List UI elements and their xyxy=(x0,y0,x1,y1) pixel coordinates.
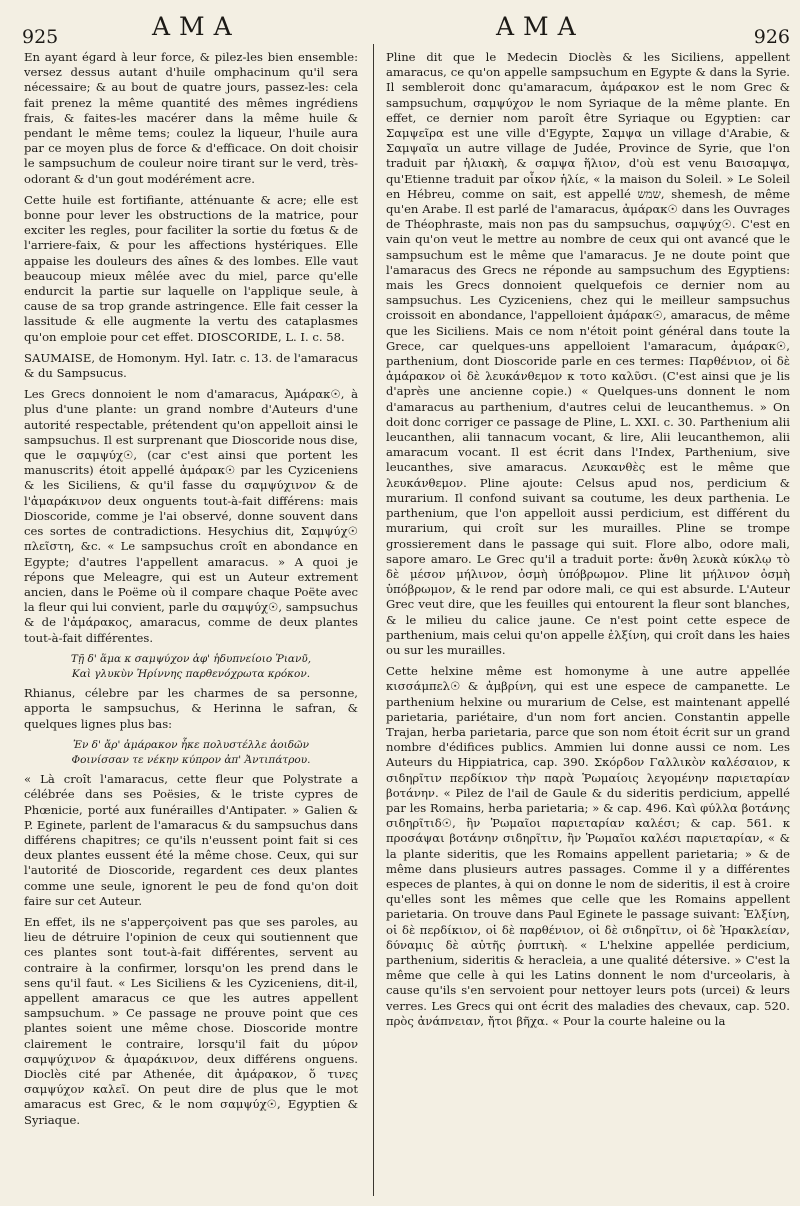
left-column xyxy=(24,50,358,1198)
greek-verse-quote xyxy=(24,652,358,682)
right-column xyxy=(386,50,790,1198)
paragraph: En effet, ils ne s'apperçoivent pas que ses paroles, au lieu de détruire l'opinion de ceux qui soutiennent que ces plantes sont tout-à-fait différentes, servent au contraire à la confirmer, lorsqu'on les prend dans le sens qu'il faut. « Les Siciliens & les Cyziceniens, dit-il, appellent amaracus ce que les autres appellent sampsuchum. » Ce passage ne prouve point que ces plantes soient une même chose. Dioscoride montre clairement le contraire, lorsqu'il fait du μύρον σαμψύχινον & ἀμαράκινον, deux différens onguens. Dioclès cité par Athenée, dit ἀμάρακον, ὅ τινες σαμψύχον καλεῖ. On peut dire de plus que le mot amaracus est Grec, & le nom σαμψύχ☉, Egyptien & Syriaque. xyxy=(24,914,358,1127)
paragraph: Pline dit que le Medecin Dioclès & les Siciliens, appellent amaracus, ce qu'on appelle sampsuchum en Egypte & dans la Syrie. Il sembleroit donc qu'amaracum, ἀμάρακον est le nom Grec & sampsuchum, σαμψύχον le nom Syriaque de la même plante. En effet, ce dernier nom paroît être Syriaque ou Egyptien: car Σαμψεῖρα est une ville d'Egypte, Σαμψα un village d'Arabie, & Σαμψαῖα un autre village de Judée, Province de Syrie, que l'on traduit par ἡλιακὴ, & σαμψα ἥλιον, d'où est venu Βαισαμψα, qu'Etienne traduit par οἶκον ἡλίε, « la maison du Soleil. » Le Soleil en Hébreu, comme on sait, est appellé שמש, shemesh, de même qu'en Arabe. Il est parlé de l'amaracus, ἀμάρακ☉ dans les Ouvrages de Théophraste, mais non pas du sampsuchus, σαμψύχ☉. C'est en vain qu'on veut le mettre au nombre de ceux qui ont avancé que le sampsuchum est le même que l'amaracus. Je ne doute point que l'amaracus des Grecs ne réponde au sampsuchum des Egyptiens: mais les Grecs donnoient quelquefois ce dernier nom au sampsuchus. Les Cyziceniens, chez qui le meilleur sampsuchus croissoit en abondance, l'appelloient ἀμάρακ☉, amaracus, de même que les Siciliens. Mais ce nom n'étoit point général dans toute la Grece, car quelques-uns appelloient l'amaracum, ἀμάρακ☉, parthenium, dont Dioscoride parle en ces termes: Παρθένιον, οἱ δὲ ἀμάρακον οἱ δὲ λευκάνθεμον κ τοτο καλῦσι. (C'est ainsi que je lis d'après une ancienne copie.) « Quelques-uns donnent le nom d'amaracus au parthenium, d'autres celui de leucanthemus. » On doit donc corriger ce passage de Pline, L. XXI. c. 30. Parthenium alii leucanthen, alii tannacum vocant, & lire, Alii leucanthemon, alii amaracum vocant. Il est écrit dans l'Index, Parthenium, sive leucanthes, sive amaracus. Λευκανθὲς est le même que λευκάνθεμον. Pline ajoute: Celsus apud nos, perdicium & murarium. Il confond suivant sa coutume, les deux parthenia. Le parthenium, que l'on appelloit aussi perdicium, est différent du murarium, qui croît sur les murailles. Pline se trompe grossierement dans le passage qui suit. Flore albo, odore mali, sapore amaro. Le Grec qu'il a traduit porte: ἄνθη λευκὰ κύκλῳ τὸ δὲ μέσον μήλινον, ὀσμὴ ὑπόβρωμον. Pline lit μήλινον ὀσμὴ ὑπόβρωμον, & le rend par odore mali, ce qui est absurde. L'Auteur Grec veut dire, que les feuilles qui entourent la fleur sont blanches, & le milieu du calice jaune. Ce n'est point cette espece de parthenium, mais celui qu'on appelle ἐλξίνη, qui croît dans les haies ou sur les murailles. xyxy=(386,50,790,657)
verse-line: Καὶ γλυκὺν Ἠρίννης παρθενόχρωτα κρόκον. xyxy=(71,667,311,680)
paragraph: Les Grecs donnoient le nom d'amaracus, Ἀμάρακ☉, à plus d'une plante: un grand nombre d'Auteurs d'une autorité respectable, prétendent qu'on appelloit ainsi le sampsuchus. Il est surprenant que Dioscoride nous dise, que le σαμψύχ☉, (car c'est ainsi que portent les manuscrits) étoit appellé ἀμάρακ☉ par les Cyziceniens & les Siciliens, & qu'il fasse du σαμψύχινον & de l'ἀμαράκινον deux onguents tout-à-fait différens: mais Dioscoride, comme je l'ai observé, donne souvent dans ces sortes de contradictions. Hesychius dit, Σαμψύχ☉ πλεῖστη, &c. « Le sampsuchus croît en abondance en Egypte; d'autres l'appellent amaracus. » A quoi je répons que Meleagre, qui est un Auteur extrement ancien, dans le Poëme où il compare chaque Poëte avec la fleur qui lui convient, parle du σαμψύχ☉, sampsuchus & de l'ἀμάρακος, amaracus, comme de deux plantes tout-à-fait différentes. xyxy=(24,387,358,645)
page-number-right: 926 xyxy=(753,26,790,48)
paragraph: En ayant égard à leur force, & pilez-les bien ensemble: versez dessus autant d'huile omphacinum qu'il sera nécessaire; & au bout de quatre jours, passez-les: cela fait prenez la même quantité des mêmes ingrédiens frais, & faites-les macérer dans la même huile & pendant le même tems; coulez la liqueur, l'huile aura par ce moyen plus de force & d'efficace. On doit choisir le sampsuchum de couleur noire tirant sur le verd, très-odorant & d'un gout modérément acre. xyxy=(24,50,358,186)
paragraph: Cette helxine même est homonyme à une autre appellée κισσάμπελ☉ & ἀμβρίνη, qui est une espece de campanette. Le parthenium helxine ou murarium de Celse, est maintenant appellé parietaria, pariétaire, d'un nom fort ancien. Constantin appelle Trajan, herba parietaria, parce que son nom étoit écrit sur un grand nombre d'édifices publics. Ammien lui donne aussi ce nom. Les Auteurs du Hippiatrica, cap. 390. Σκόρδον Γαλλικὸν καλέσαιον, κ σιδηρῖτιν περδίκιον τὴν παρὰ Ῥωμαίοις λεγομένην παριεταρίαν βοτάνην. « Pilez de l'ail de Gaule & du sideritis perdicium, appellé par les Romains, herba parietaria; » & cap. 496. Καὶ φύλλα βοτάνης σιδηρῖτιδ☉, ἣν Ῥωμαῖοι παριεταρίαν καλέσι; & cap. 561. κ προσάψαι βοτάνην σιδηρῖτιν, ἣν Ῥωμαῖοι καλέσι παριεταρίαν, « & la plante sideritis, que les Romains appellent parietaria; » & de même dans plusieurs autres passages. Comme il y a différentes especes de plantes, à qui on donne le nom de sideritis, il est à croire qu'elles sont les mêmes que celle que les Romains appellent parietaria. On trouve dans Paul Eginete le passage suivant: Ἐλξίνη, οἱ δὲ περδίκιον, οἱ δὲ παρθένιον, οἱ δὲ σιδηρῖτιν, οἱ δὲ Ἡρακλείαν, δύναμις δὲ αὐτῆς ῥυπτικὴ. « L'helxine appellée perdicium, parthenium, sideritis & heracleia, a une qualité détersive. » C'est la même que celle à qui les Latins donnent le nom d'urceolaris, à cause qu'ils s'en servoient pour nettoyer leurs pots (urcei) & leurs verres. Les Grecs qui ont écrit des maladies des chevaux, cap. 520. πρὸς ἀνάπνειαν, ἤτοι βῆχα. « Pour la courte haleine ou la xyxy=(386,664,790,1028)
running-head-left: AMA xyxy=(152,12,241,41)
paragraph: Cette huile est fortifiante, atténuante & acre; elle est bonne pour lever les obstructions de la matrice, pour exciter les regles, pour faciliter la sortie du fœtus & de l'arriere-faix, & pour les affections hystériques. Elle appaise les douleurs des aînes & des lombes. Elle vaut beaucoup mieux mêlée avec du miel, parce qu'elle endurcit la partie sur laquelle on l'applique seule, à cause de sa trop grande astringence. Elle fait cesser la lassitude & elle augmente la vertu des cataplasmes qu'on emploie pour cet effet. DIOSCORIDE, L. I. c. 58. xyxy=(24,192,358,344)
paragraph: Rhianus, célebre par les charmes de sa personne, apporta le sampsuchus, & Herinna le safran, & quelques lignes plus bas: xyxy=(24,686,358,731)
greek-verse-quote xyxy=(24,738,358,768)
paragraph: SAUMAISE, de Homonym. Hyl. Iatr. c. 13. de l'amaracus & du Sampsucus. xyxy=(24,350,358,381)
page-number-left: 925 xyxy=(22,26,59,48)
running-head-right: AMA xyxy=(496,12,585,41)
paragraph: « Là croît l'amaracus, cette fleur que Polystrate a célébrée dans ses Poësies, & le triste cypres de Phœnicie, porté aux funérailles d'Antipater. » Galien & P. Eginete, parlent de l'amaracus & du sampsuchus dans différens chapitres; ce qu'ils n'eussent point fait si ces deux plantes eussent été la même chose. Ceux, qui sur l'autorité de Dioscoride, regardent ces deux plantes comme une seule, ignorent le peu de fond qu'on doit faire sur cet Auteur. xyxy=(24,772,358,908)
verse-line: Φοινίσσαν τε νέκην κύπρον ἀπ' Ἀντιπάτρου. xyxy=(71,753,311,766)
verse-line: Ἐν δ' ἄρ' ἀμάρακον ἧκε πολυστέλλε ἀοιδῶν xyxy=(72,738,309,751)
verse-line: Τῇ δ' ἅμα κ σαμψύχον ἀφ' ἡδυπνείοιο Ῥιανῦ, xyxy=(70,652,312,665)
column-divider xyxy=(373,44,374,1196)
